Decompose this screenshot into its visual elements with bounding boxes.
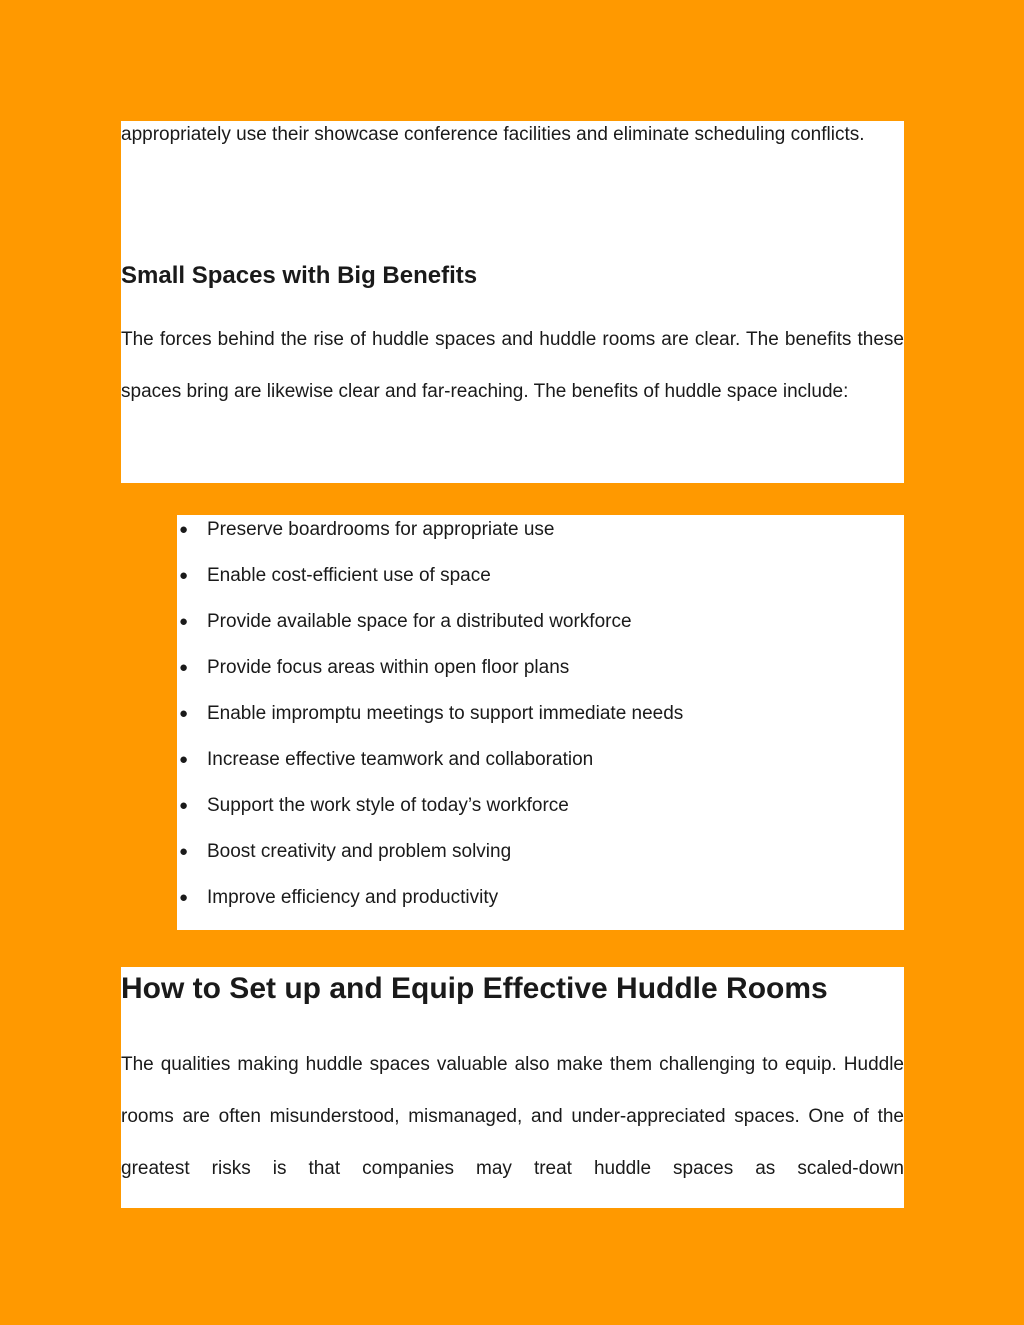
bullet-icon: ●: [179, 889, 189, 906]
list-item-text: Support the work style of today’s workforce: [207, 795, 569, 816]
list-item-text: Enable impromptu meetings to support immediate needs: [207, 703, 684, 724]
intro-section-block: [121, 121, 904, 483]
section-heading: Small Spaces with Big Benefits: [121, 262, 478, 289]
bullet-icon: ●: [179, 521, 189, 538]
list-item-text: Enable cost-efficient use of space: [207, 565, 491, 586]
bullet-icon: ●: [179, 705, 189, 722]
intro-paragraph: appropriately use their showcase conference facilities and eliminate scheduling conflicts.: [121, 124, 865, 145]
bullet-icon: ●: [179, 751, 189, 768]
benefits-intro-paragraph: The forces behind the rise of huddle spaces and huddle rooms are clear. The benefits these spaces bring are likewise clear and far-reaching. The benefits of huddle space include:: [121, 329, 904, 402]
list-item-text: Boost creativity and problem solving: [207, 841, 512, 862]
list-item-text: Increase effective teamwork and collaboration: [207, 749, 594, 770]
bullet-icon: ●: [179, 659, 189, 676]
setup-section-block: [121, 967, 904, 1208]
bullet-icon: ●: [179, 567, 189, 584]
list-item-text: Improve efficiency and productivity: [207, 887, 499, 908]
list-item-text: Preserve boardrooms for appropriate use: [207, 519, 555, 540]
benefits-list-block: [177, 515, 904, 930]
bullet-icon: ●: [179, 843, 189, 860]
main-heading: How to Set up and Equip Effective Huddle Rooms: [121, 972, 828, 1005]
list-item-text: Provide focus areas within open floor plans: [207, 657, 570, 678]
bullet-icon: ●: [179, 613, 189, 630]
bullet-icon: ●: [179, 797, 189, 814]
setup-paragraph: The qualities making huddle spaces valuable also make them challenging to equip. Huddle rooms are often misunderstood, mismanaged, and under-appreciated spaces. One of the greatest risks is that companies may treat huddle spaces as scaled-down: [121, 1054, 904, 1179]
list-item-text: Provide available space for a distributed workforce: [207, 611, 632, 632]
